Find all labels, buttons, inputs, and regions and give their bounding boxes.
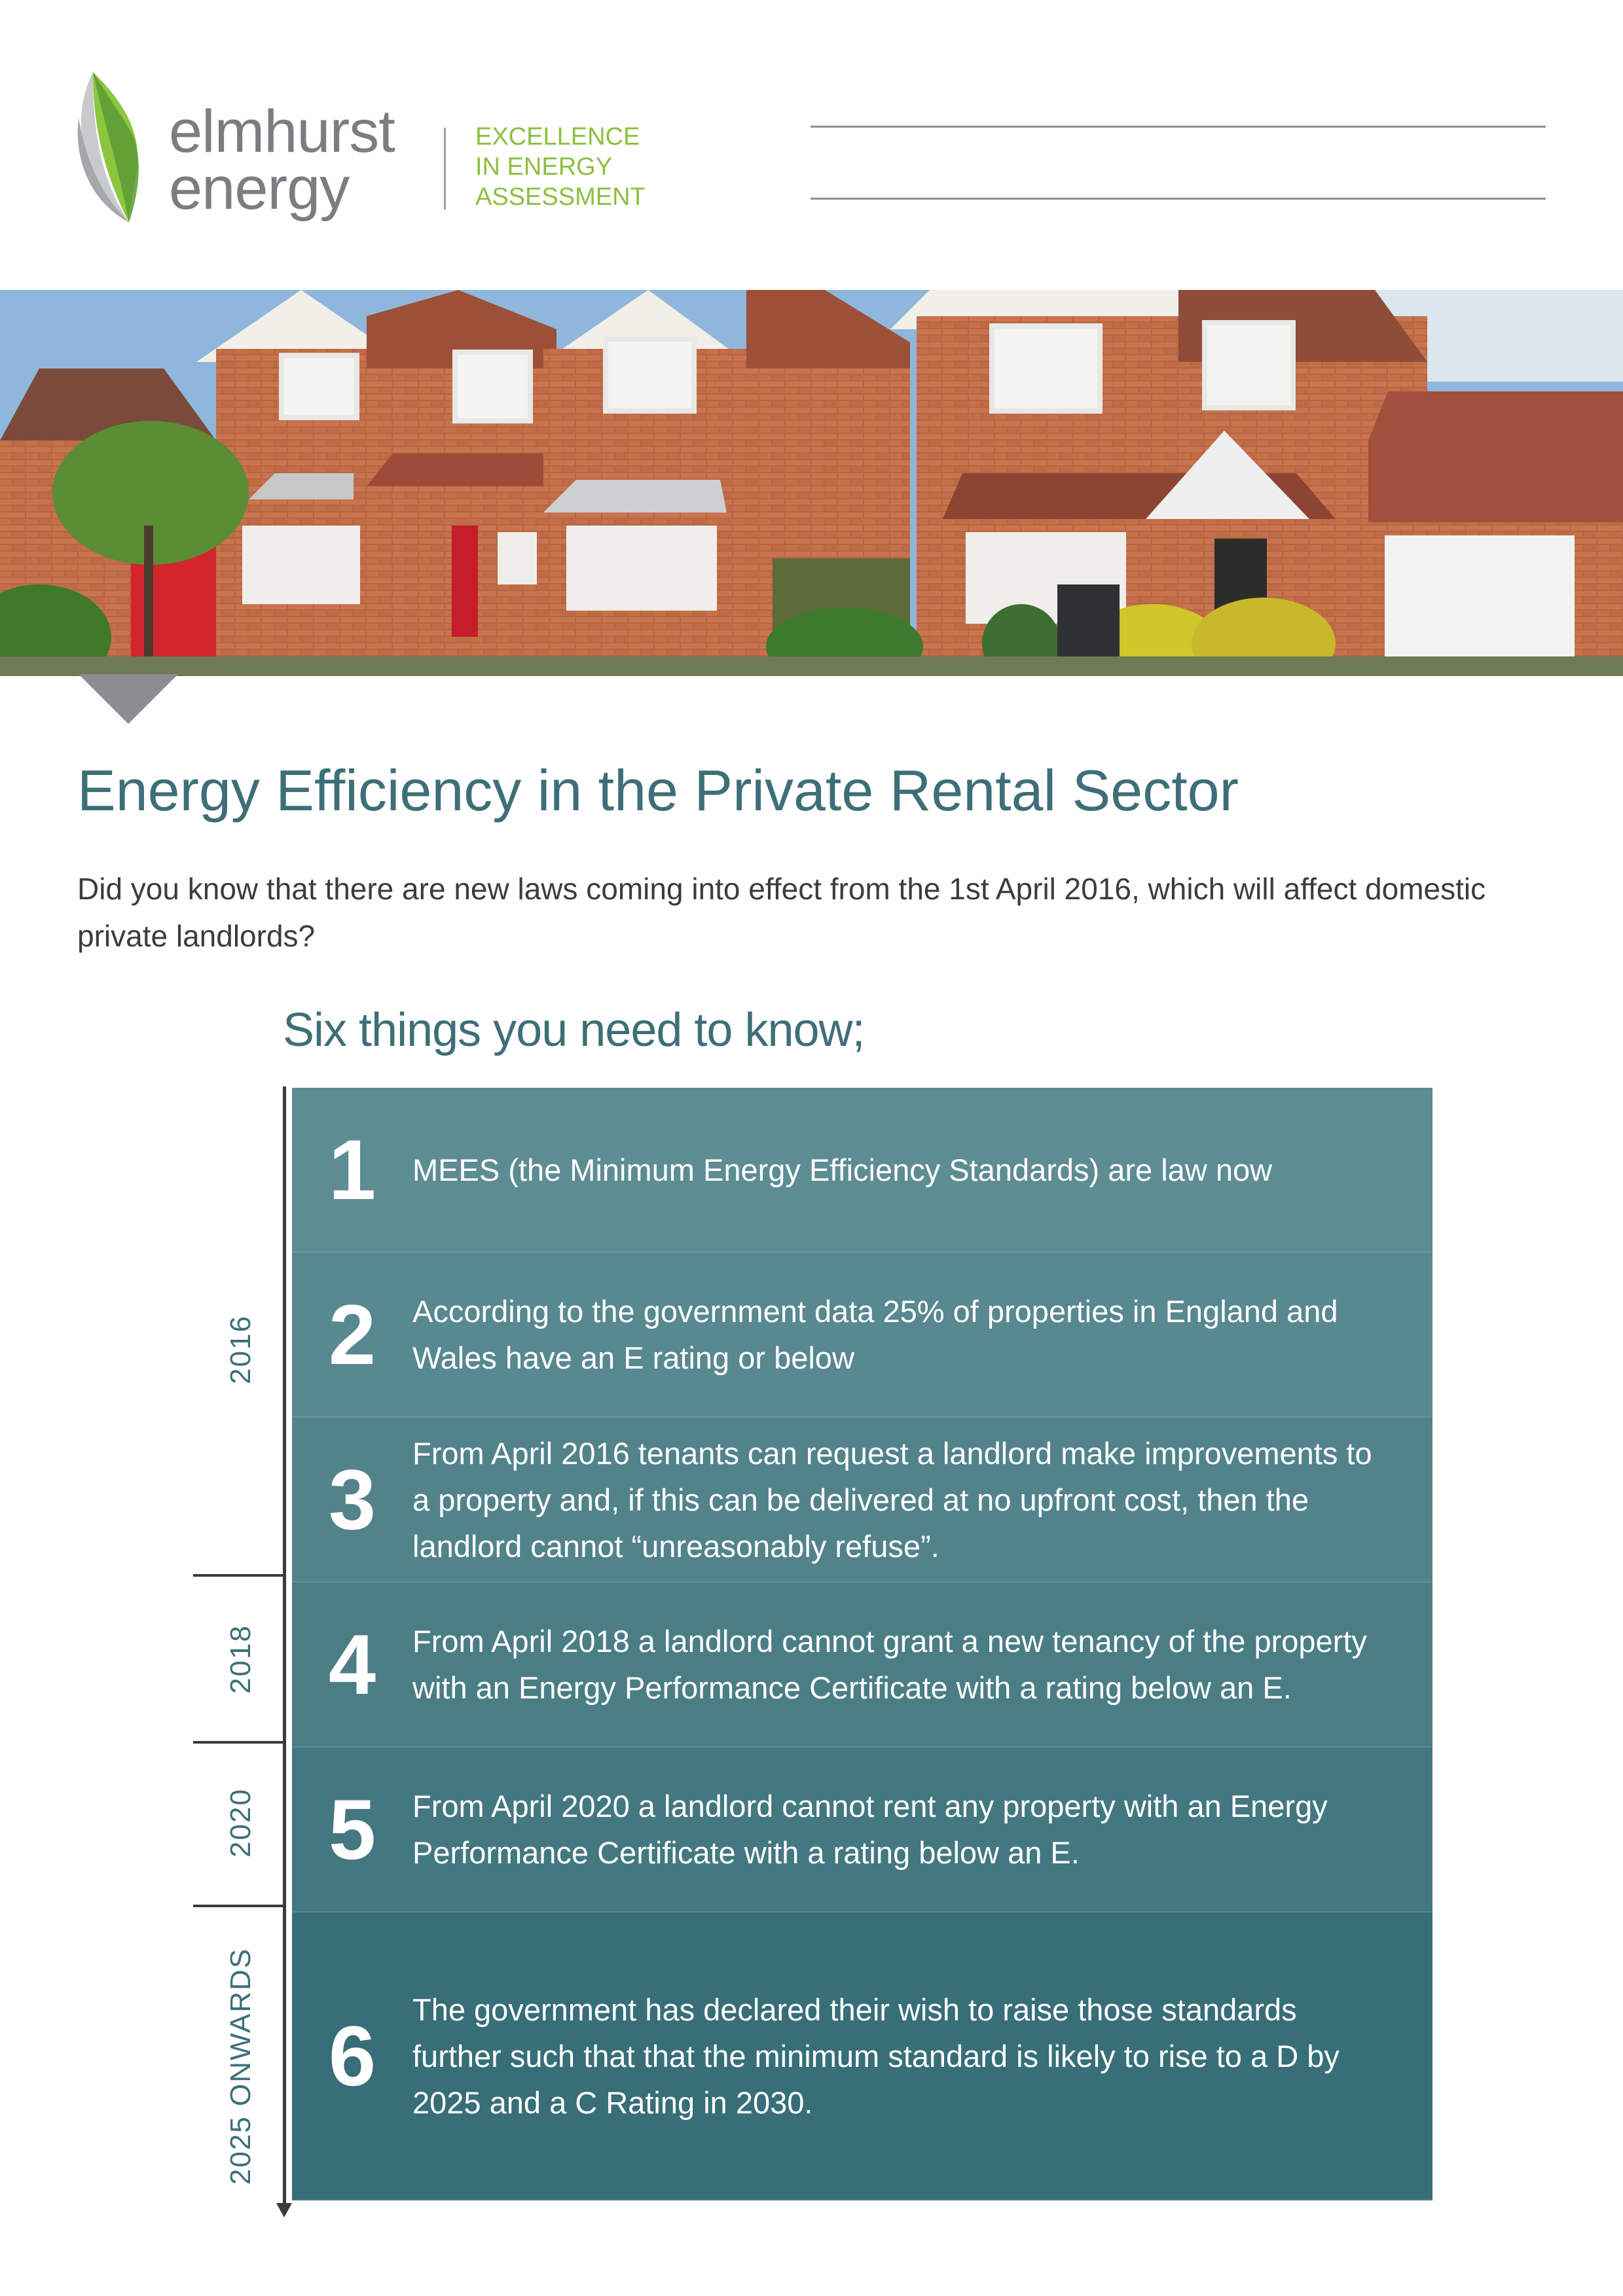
section-subtitle: Six things you need to know; [283, 1004, 865, 1056]
item-number: 2 [328, 1287, 376, 1382]
header-rule-bottom [811, 198, 1546, 200]
tagline-line1: EXCELLENCE [475, 123, 640, 151]
list-item [292, 1418, 1432, 1583]
timeline-year-2018: 2018 [225, 1624, 257, 1694]
timeline-tick-2020 [193, 1741, 286, 1744]
tagline-line3: ASSESSMENT [475, 183, 646, 211]
timeline-year-2025-onwards: 2025 ONWARDS [225, 1947, 257, 2185]
list-item [292, 1253, 1432, 1418]
timeline-tick-2025 [193, 1905, 286, 1907]
timeline-axis [283, 1086, 286, 2206]
timeline-arrow-icon [276, 2203, 292, 2217]
list-item [292, 1748, 1432, 1912]
page-title: Energy Efficiency in the Private Rental Sector [77, 758, 1239, 823]
logo-wordmark-line1: elmhurst [169, 98, 395, 165]
timeline-tick-2018 [193, 1574, 286, 1577]
item-number: 3 [328, 1452, 376, 1547]
timeline-year-2016: 2016 [225, 1315, 257, 1384]
list-item [292, 1088, 1432, 1253]
houses-photo-icon [0, 290, 1623, 676]
item-text: From April 2016 tenants can request a landlord make improvements to a property and, if this can be delivered at no upfront cost, then the landlord cannot “unreasonably refuse”. [412, 1435, 1372, 1564]
item-number: 4 [328, 1617, 376, 1712]
hero-pointer [79, 674, 178, 724]
logo-wordmark-line2: energy [169, 155, 350, 222]
item-text: MEES (the Minimum Energy Efficiency Standards) are law now [412, 1152, 1273, 1187]
list-item [292, 1583, 1432, 1748]
item-text: From April 2020 a landlord cannot rent any property with an Energy Performance Certificate with a rating below an E. [412, 1789, 1328, 1870]
logo-divider [444, 128, 446, 209]
item-number: 5 [328, 1782, 376, 1877]
list-item [292, 1912, 1432, 2200]
item-number: 1 [328, 1122, 376, 1217]
item-number: 6 [328, 2008, 376, 2104]
item-text: According to the government data 25% of properties in England and Wales have an E rating or below [412, 1294, 1338, 1375]
leaf-logo-icon [73, 72, 152, 223]
header-rule-top [811, 126, 1546, 128]
tagline [475, 122, 646, 212]
item-text: From April 2018 a landlord cannot grant a new tenancy of the property with an Energy Performance Certificate with a rating below an E. [412, 1624, 1367, 1705]
intro-paragraph: Did you know that there are new laws coming into effect from the 1st April 2016, which will affect domestic private landlords? [77, 872, 1486, 953]
tagline-line2: IN ENERGY [475, 153, 613, 181]
six-things-list [292, 1088, 1432, 2200]
timeline-year-2020: 2020 [225, 1788, 257, 1857]
item-text: The government has declared their wish to raise those standards further such that that the minimum standard is likely to rise to a D by 2025 and a C Rating in 2030. [412, 1992, 1340, 2120]
